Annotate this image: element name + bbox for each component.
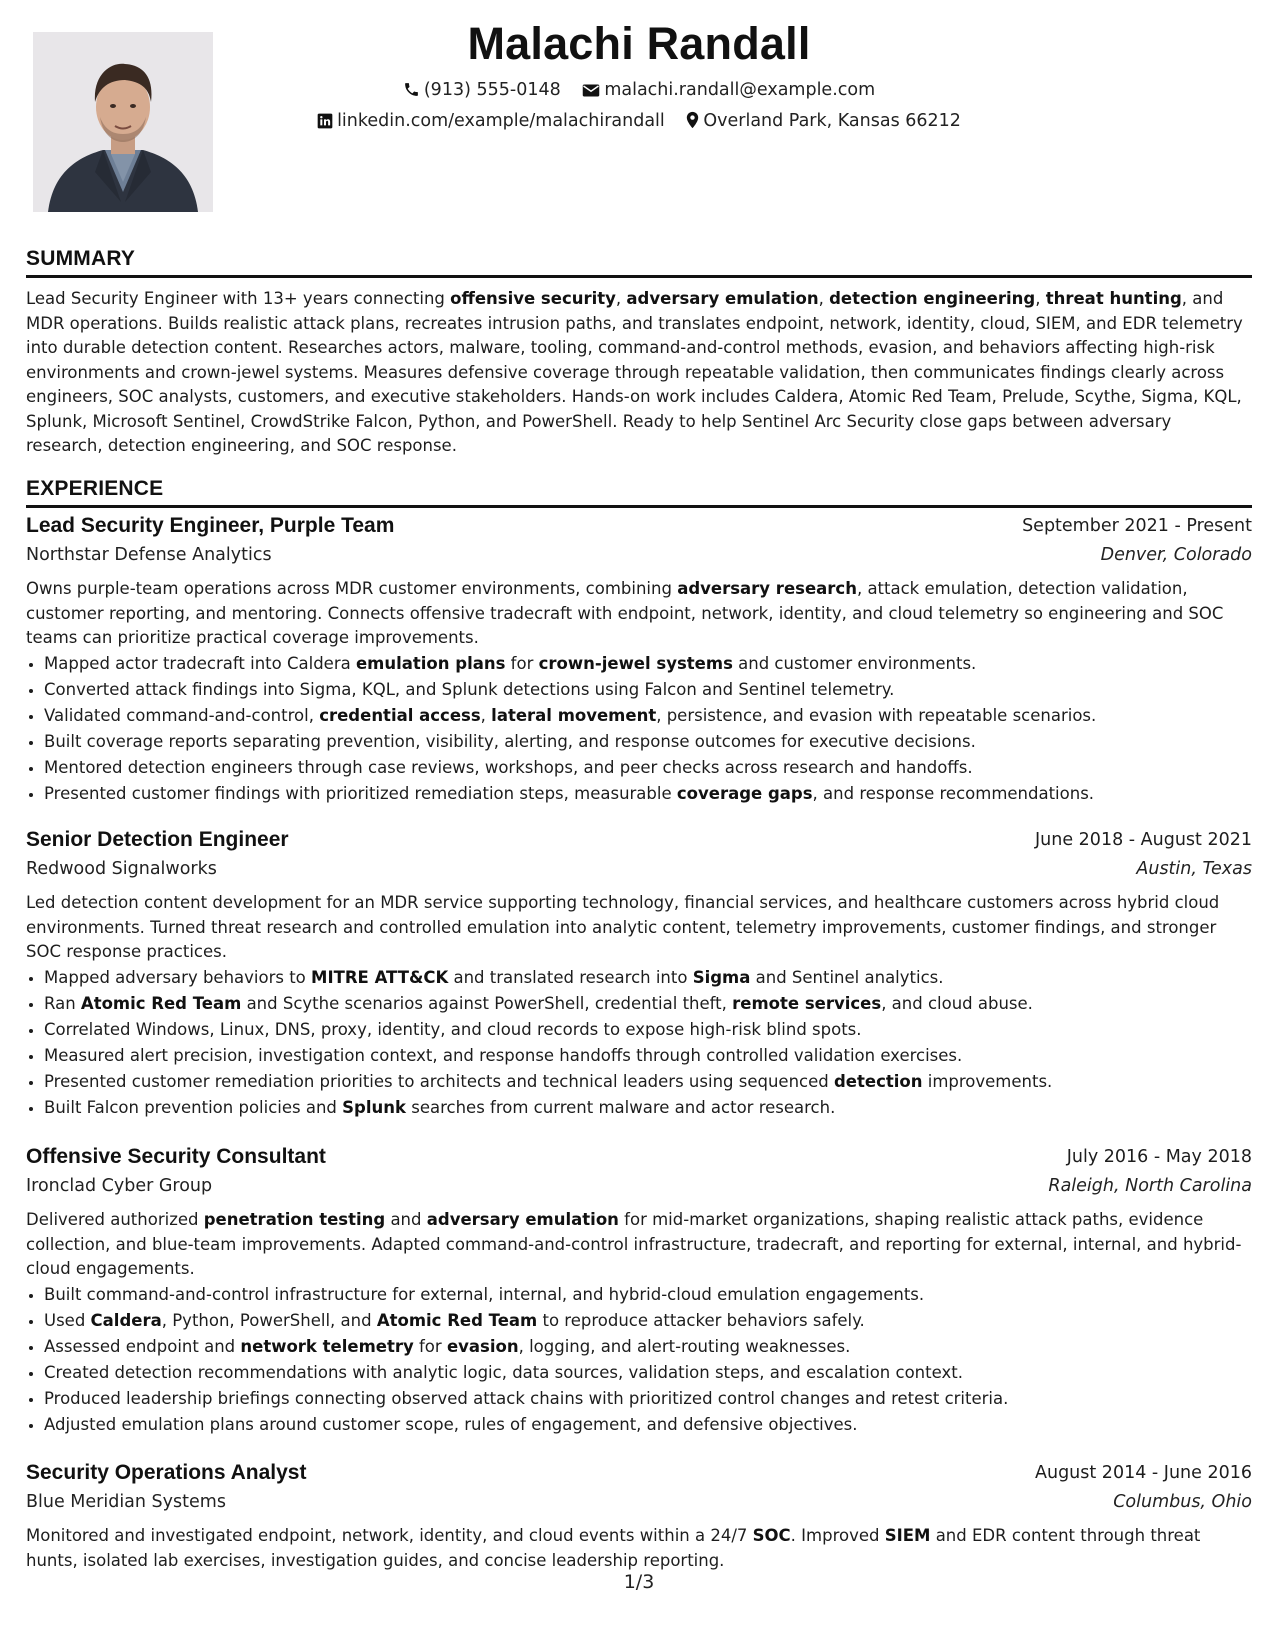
emphasis-text: Caldera	[90, 1310, 162, 1330]
achievement-item: • Mentored detection engineers through case reviews, workshops, and peer checks across research and handoffs.	[44, 755, 1252, 781]
location-contact	[686, 111, 961, 131]
job-title: Offensive Security Consultant	[26, 1145, 326, 1168]
map-pin-icon	[686, 111, 699, 129]
phone-icon	[403, 81, 420, 98]
company-name: Redwood Signalworks	[26, 859, 217, 879]
job-entry	[26, 828, 1252, 1121]
job-entry	[26, 514, 1252, 807]
job-location: Austin, Texas	[1136, 859, 1252, 879]
achievement-item: • Mapped actor tradecraft into Caldera emulation plans for crown-jewel systems and customer environments.	[44, 651, 1252, 677]
emphasis-text: remote services	[732, 993, 882, 1013]
emphasis-text: offensive security	[450, 289, 616, 308]
job-description: Owns purple-team operations across MDR customer environments, combining adversary research, attack emulation, detection validation, customer reporting, and mentoring. Connects offensive tradecraft with endpoint, network, identity, and cloud telemetry so engineering and SOC teams can prioritize practical coverage improvements.	[26, 579, 1224, 647]
job-title: Security Operations Analyst	[26, 1461, 307, 1484]
emphasis-text: detection	[833, 1071, 923, 1091]
achievement-item: • Built Falcon prevention policies and Splunk searches from current malware and actor research.	[44, 1095, 1252, 1121]
emphasis-text: MITRE ATT&CK	[311, 967, 449, 987]
job-subheader	[26, 545, 1252, 577]
company-name: Blue Meridian Systems	[26, 1492, 226, 1512]
achievement-item: • Presented customer findings with prioritized remediation steps, measurable coverage gaps, and response recommendations.	[44, 781, 1252, 807]
emphasis-text: credential access	[319, 705, 481, 725]
job-description: Monitored and investigated endpoint, network, identity, and cloud events within a 24/7 SOC. Improved SIEM and EDR content through threat hunts, isolated lab exercises, investigation guides, and concise leadership reporting.	[26, 1526, 1201, 1570]
achievement-item: • Built coverage reports separating prevention, visibility, alerting, and response outcomes for executive decisions.	[44, 729, 1252, 755]
emphasis-text: Sigma	[692, 967, 751, 987]
emphasis-text: lateral movement	[491, 705, 657, 725]
emphasis-text: network telemetry	[240, 1336, 414, 1356]
emphasis-text: SIEM	[884, 1526, 931, 1545]
job-location: Raleigh, North Carolina	[1048, 1176, 1252, 1196]
company-name: Ironclad Cyber Group	[26, 1176, 213, 1196]
emphasis-text: Atomic Red Team	[80, 993, 242, 1013]
job-description: Led detection content development for an MDR service supporting technology, financial services, and healthcare customers across hybrid cloud environments. Turned threat research and controlled emulation into analytic content, telemetry improvements, customer findings, and stronger SOC response practices.	[26, 893, 1220, 961]
emphasis-text: adversary emulation	[626, 289, 819, 308]
achievement-item: • Validated command-and-control, credential access, lateral movement, persistence, and evasion with repeatable scenarios.	[44, 703, 1252, 729]
contact-line-secondary	[26, 111, 1252, 131]
job-dates: August 2014 - June 2016	[1035, 1463, 1252, 1483]
contact-line-primary	[26, 80, 1252, 100]
job-header	[26, 514, 1252, 545]
achievement-item: • Correlated Windows, Linux, DNS, proxy, identity, and cloud records to expose high-risk blind spots.	[44, 1017, 1252, 1043]
job-subheader	[26, 859, 1252, 891]
resume-page	[26, 0, 1252, 1650]
phone-contact[interactable]	[403, 80, 561, 100]
summary-text: Lead Security Engineer with 13+ years connecting offensive security, adversary emulation, detection engineering, threat hunting, and MDR operations. Builds realistic attack plans, recreates intrusion paths, and translates endpoint, network, identity, cloud, SIEM, and EDR telemetry into durable detection content. Researches actors, malware, tooling, command-and-control methods, evasion, and behaviors affecting high-risk environments and crown-jewel systems. Measures defensive coverage through repeatable validation, then communicates findings clearly across engineers, SOC analysts, customers, and executive stakeholders. Hands-on work includes Caldera, Atomic Red Team, Prelude, Scythe, Sigma, KQL, Splunk, Microsoft Sentinel, CrowdStrike Falcon, Python, and PowerShell. Ready to help Sentinel Arc Security close gaps between adversary research, detection engineering, and SOC response.	[26, 289, 1243, 455]
emphasis-text: emulation plans	[355, 653, 506, 673]
emphasis-text: coverage gaps	[676, 783, 813, 803]
linkedin-url: linkedin.com/example/malachirandall	[337, 111, 665, 131]
emphasis-text: penetration testing	[203, 1210, 386, 1229]
emphasis-text: evasion	[446, 1336, 519, 1356]
job-dates: September 2021 - Present	[1022, 516, 1252, 536]
job-header	[26, 828, 1252, 859]
achievement-item: • Used Caldera, Python, PowerShell, and Atomic Red Team to reproduce attacker behaviors safely.	[44, 1308, 1252, 1334]
achievement-list	[26, 1282, 1252, 1438]
job-subheader	[26, 1492, 1252, 1524]
achievement-item: • Created detection recommendations with analytic logic, data sources, validation steps, and escalation context.	[44, 1360, 1252, 1386]
job-dates: July 2016 - May 2018	[1066, 1147, 1252, 1167]
location-text: Overland Park, Kansas 66212	[703, 111, 961, 131]
envelope-icon	[582, 83, 600, 98]
job-header	[26, 1145, 1252, 1176]
linkedin-icon	[317, 113, 333, 129]
summary-heading: SUMMARY	[26, 247, 1252, 278]
job-entry	[26, 1461, 1252, 1573]
achievement-item: • Assessed endpoint and network telemetry for evasion, logging, and alert-routing weaknesses.	[44, 1334, 1252, 1360]
achievement-item: • Adjusted emulation plans around customer scope, rules of engagement, and defensive objectives.	[44, 1412, 1252, 1438]
achievement-item: • Produced leadership briefings connecting observed attack chains with prioritized control changes and retest criteria.	[44, 1386, 1252, 1412]
candidate-name: Malachi Randall	[467, 18, 811, 69]
achievement-item: • Converted attack findings into Sigma, KQL, and Splunk detections using Falcon and Sentinel telemetry.	[44, 677, 1252, 703]
linkedin-contact[interactable]	[317, 111, 665, 131]
achievement-item: • Mapped adversary behaviors to MITRE ATT&CK and translated research into Sigma and Sentinel analytics.	[44, 965, 1252, 991]
emphasis-text: threat hunting	[1045, 289, 1182, 308]
job-entry	[26, 1145, 1252, 1438]
emphasis-text: adversary research	[677, 579, 857, 598]
company-name: Northstar Defense Analytics	[26, 545, 272, 565]
job-header	[26, 1461, 1252, 1492]
phone-number: (913) 555-0148	[423, 80, 561, 100]
job-location: Denver, Colorado	[1100, 545, 1252, 565]
emphasis-text: adversary emulation	[426, 1210, 619, 1229]
emphasis-text: detection engineering	[829, 289, 1036, 308]
achievement-list	[26, 965, 1252, 1121]
email-address: malachi.randall@example.com	[604, 80, 876, 100]
emphasis-text: crown-jewel systems	[538, 653, 733, 673]
job-title: Senior Detection Engineer	[26, 828, 289, 851]
job-subheader	[26, 1176, 1252, 1208]
achievement-item: • Measured alert precision, investigation context, and response handoffs through controlled validation exercises.	[44, 1043, 1252, 1069]
emphasis-text: SOC	[752, 1526, 791, 1545]
job-location: Columbus, Ohio	[1113, 1492, 1252, 1512]
emphasis-text: Splunk	[342, 1097, 406, 1117]
achievement-item: • Built command-and-control infrastructure for external, internal, and hybrid-cloud emulation engagements.	[44, 1282, 1252, 1308]
page-number: 1/3	[623, 1571, 655, 1593]
job-description: Delivered authorized penetration testing and adversary emulation for mid-market organizations, shaping realistic attack paths, evidence collection, and blue-team improvements. Adapted command-and-control infrastructure, tradecraft, and reporting for external, internal, and hybrid-cloud engagements.	[26, 1210, 1242, 1278]
emphasis-text: Atomic Red Team	[376, 1310, 538, 1330]
job-title: Lead Security Engineer, Purple Team	[26, 514, 395, 537]
achievement-item: • Ran Atomic Red Team and Scythe scenarios against PowerShell, credential theft, remote services, and cloud abuse.	[44, 991, 1252, 1017]
job-dates: June 2018 - August 2021	[1035, 830, 1252, 850]
experience-heading: EXPERIENCE	[26, 477, 1252, 508]
achievement-item: • Presented customer remediation priorities to architects and technical leaders using sequenced detection improvements.	[44, 1069, 1252, 1095]
achievement-list	[26, 651, 1252, 807]
email-contact[interactable]	[582, 80, 875, 100]
